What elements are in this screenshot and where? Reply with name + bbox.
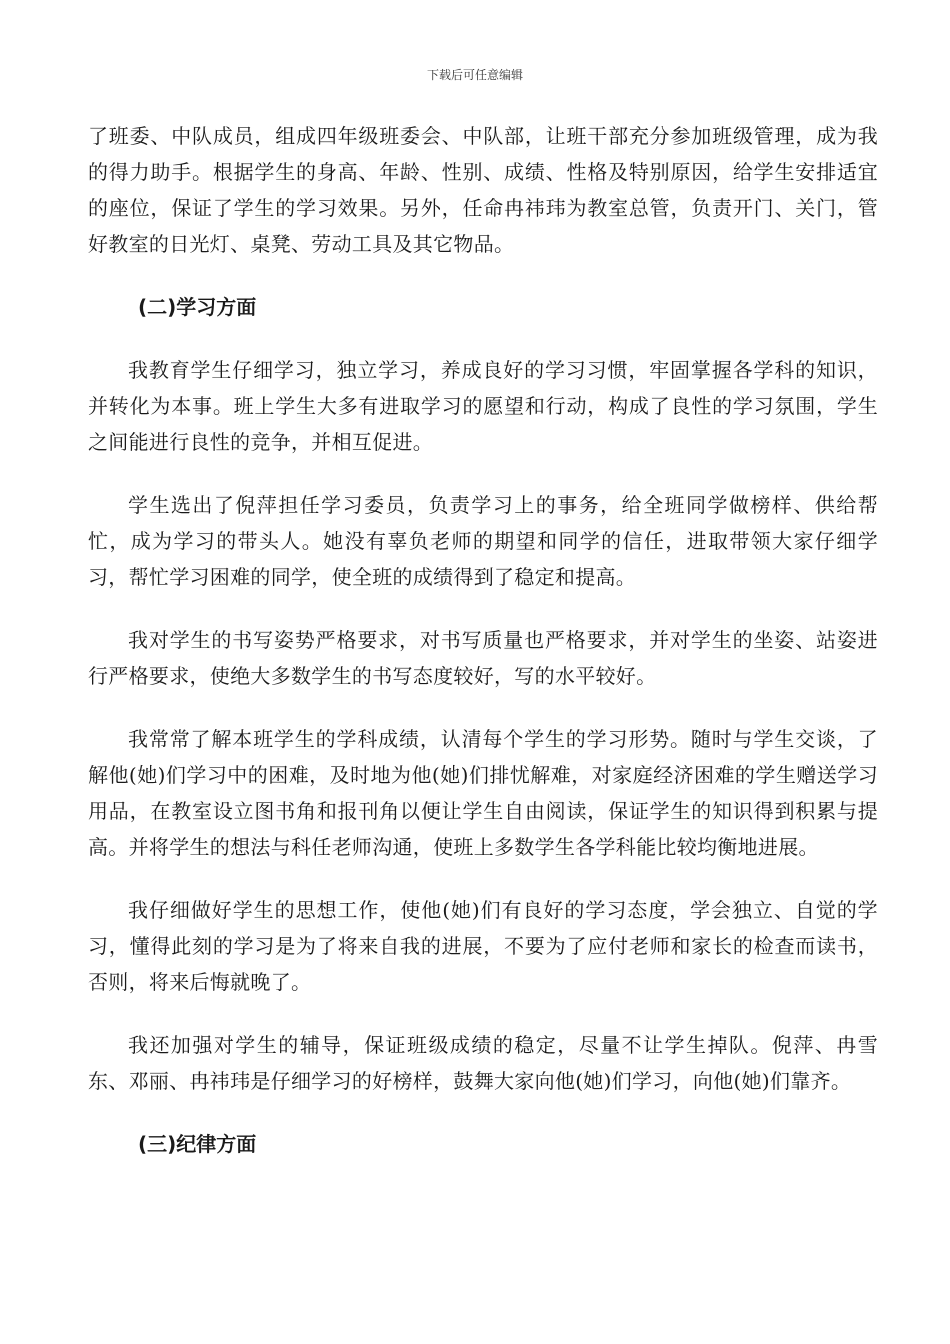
paragraph-attitude: 我仔细做好学生的思想工作，使他(她)们有良好的学习态度，学会独立、自觉的学习，懂得此刻的学习是为了将来自我的进展，不要为了应付老师和家长的检查而读书，否则，将来后悔就晚了。 bbox=[88, 898, 878, 994]
paragraph-class-committee: 了班委、中队成员，组成四年级班委会、中队部，让班干部充分参加班级管理，成为我的得力助手。根据学生的身高、年龄、性别、成绩、性格及特别原因，给学生安排适宜的座位，保证了学生的学习效果。另外，任命冉祎玮为教室总管，负责开门、关门，管好教室的日光灯、桌凳、劳动工具及其它物品。 bbox=[88, 124, 878, 256]
paragraph-tutoring: 我还加强对学生的辅导，保证班级成绩的稳定，尽量不让学生掉队。倪萍、冉雪东、邓丽、冉祎玮是仔细学习的好榜样，鼓舞大家向他(她)们学习，向他(她)们靠齐。 bbox=[88, 1033, 878, 1093]
paragraph-study-monitor: 学生选出了倪萍担任学习委员，负责学习上的事务，给全班同学做榜样、供给帮忙，成为学习的带头人。她没有辜负老师的期望和同学的信任，进取带领大家仔细学习，帮忙学习困难的同学，使全班的成绩得到了稳定和提高。 bbox=[88, 493, 878, 589]
section-heading-discipline: (三)纪律方面 bbox=[138, 1132, 257, 1156]
section-heading-study: (二)学习方面 bbox=[138, 295, 257, 319]
paragraph-grades-support: 我常常了解本班学生的学科成绩，认清每个学生的学习形势。随时与学生交谈，了解他(她)们学习中的困难，及时地为他(她)们排忧解难，对家庭经济困难的学生赠送学习用品，在教室设立图书角和报刊角以便让学生自由阅读，保证学生的知识得到积累与提高。并将学生的想法与科任老师沟通，使班上多数学生各学科能比较均衡地进展。 bbox=[88, 727, 878, 859]
paragraph-study-habits: 我教育学生仔细学习，独立学习，养成良好的学习习惯，牢固掌握各学科的知识，并转化为本事。班上学生大多有进取学习的愿望和行动，构成了良性的学习氛围，学生之间能进行良性的竞争，并相互促进。 bbox=[88, 358, 878, 454]
page-header-note: 下载后可任意编辑 bbox=[426, 68, 523, 82]
document-body bbox=[88, 118, 878, 1189]
paragraph-writing-posture: 我对学生的书写姿势严格要求，对书写质量也严格要求，并对学生的坐姿、站姿进行严格要求，使绝大多数学生的书写态度较好，写的水平较好。 bbox=[88, 628, 878, 688]
